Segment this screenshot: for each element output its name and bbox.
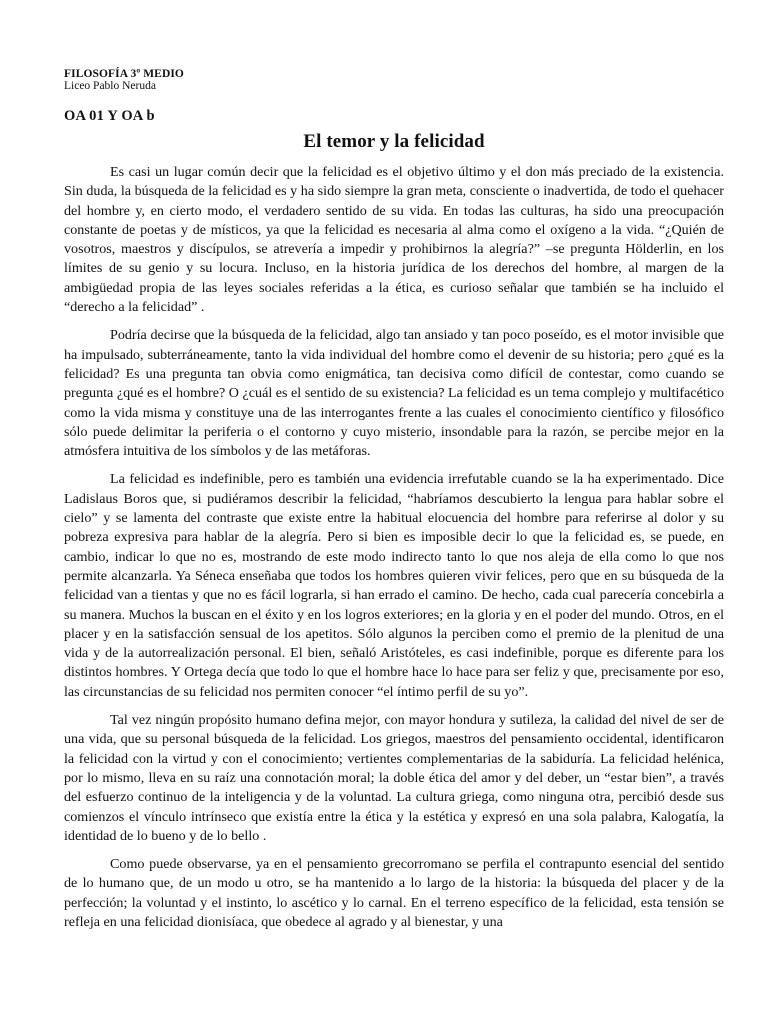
subject-heading: FILOSOFÍA 3º MEDIO <box>64 68 184 80</box>
paragraph-4: Tal vez ningún propósito humano defina mejor, con mayor hondura y sutileza, la calidad del nivel de ser de una vida, que su personal búsqueda de la felicidad. Los griegos, maestros del pensamiento occidental, identificaron la felicidad con la virtud y con el conocimiento; vertientes complementarias de la sabiduría. La felicidad helénica, por lo mismo, lleva en su raíz una connotación moral; la doble ética del amor y del deber, un “estar bien”, a través del esfuerzo continuo de la inteligencia y de la voluntad. La cultura griega, como ninguna otra, percibió desde sus comienzos el vínculo intrínseco que existía entre la ética y la estética y expresó en una sola palabra, Kalogatía, la identidad de lo bueno y de lo bello . <box>64 712 724 844</box>
paragraph-5: Como puede observarse, ya en el pensamiento grecorromano se perfila el contrapunto esencial del sentido de lo humano que, de un modo u otro, se ha mantenido a lo largo de la historia: la búsqueda del placer y de la perfección; la voluntad y el instinto, lo ascético y lo carnal. En el terreno específico de la felicidad, esta tensión se refleja en una felicidad dionisíaca, que obedece al agrado y al bienestar, y una <box>64 856 724 930</box>
school-name: Liceo Pablo Neruda <box>64 80 156 92</box>
paragraph-1: Es casi un lugar común decir que la felicidad es el objetivo último y el don más preciado de la existencia. Sin duda, la búsqueda de la felicidad es y ha sido siempre la gran meta, consciente o inadvertida, de todo el quehacer del hombre y, en cierto modo, el verdadero sentido de su vida. En todas las culturas, ha sido una preocupación constante de poetas y de místicos, ya que la felicidad es necesaria al alma como el oxígeno a la vida. “¿Quién de vosotros, maestros y discípulos, se atrevería a impedir y prohibirnos la alegría?” –se pregunta Hölderlin, en los límites de su genio y su locura. Incluso, en la historia jurídica de los derechos del hombre, al margen de la ambigüedad propia de las leyes sociales referidas a la ética, es curioso señalar que también se ha incluido el “derecho a la felicidad” . <box>64 164 724 316</box>
paragraph-2: Podría decirse que la búsqueda de la felicidad, algo tan ansiado y tan poco poseído, es el motor invisible que ha impulsado, subterráneamente, tanto la vida individual del hombre como el devenir de su historia; pero ¿qué es la felicidad? Es una pregunta tan obvia como enigmática, tan decisiva como difícil de contestar, como cuando se pregunta ¿qué es el hombre? O ¿cuál es el sentido de su existencia? La felicidad es un tema complejo y multifacético como la vida misma y constituye una de las interrogantes frente a las cuales el conocimiento científico y filosófico sólo puede delimitar la periferia o el contorno y cuyo misterio, insondable para la razón, se percibe mejor en la atmósfera intuitiva de los símbolos y de las metáforas. <box>64 327 724 460</box>
document-title: El temor y la felicidad <box>303 131 485 152</box>
document-header <box>64 68 724 92</box>
paragraph-3: La felicidad es indefinible, pero es también una evidencia irrefutable cuando se la ha experimentado. Dice Ladislaus Boros que, si pudiéramos describir la felicidad, “habríamos descubierto la lengua para hablar sobre el cielo” y se lamenta del contraste que existe entre la habitual elocuencia del hombre para referirse al dolor y su pobreza expresiva para hablar de la alegría. Pero si bien es imposible decir lo que la felicidad es, se puede, en cambio, indicar lo que no es, mostrando de este modo indirecto tanto lo que nos aleja de ella como lo que nos permite alcanzarla. Ya Séneca enseñaba que todos los hombres quieren vivir felices, pero que en su búsqueda de la felicidad van a tientas y que no es fácil lograrla, si han errado el camino. De hecho, cada cual parecería concebirla a su manera. Muchos la buscan en el éxito y en los logros exteriores; en la gloria y en el poder del mundo. Otros, en el placer y en la satisfacción sensual de los apetitos. Sólo algunos la perciben como el premio de la plenitud de una vida y de la autorrealización personal. El bien, señaló Aristóteles, es casi indefinible, porque es diferente para los distintos hombres. Y Ortega decía que todo lo que el hombre hace lo hace para ser feliz y que, precisamente por eso, las circunstancias de su felicidad nos permiten conocer “el íntimo perfil de su yo”. <box>64 471 724 700</box>
learning-objectives: OA 01 Y OA b <box>64 108 155 124</box>
document-body <box>64 163 724 932</box>
